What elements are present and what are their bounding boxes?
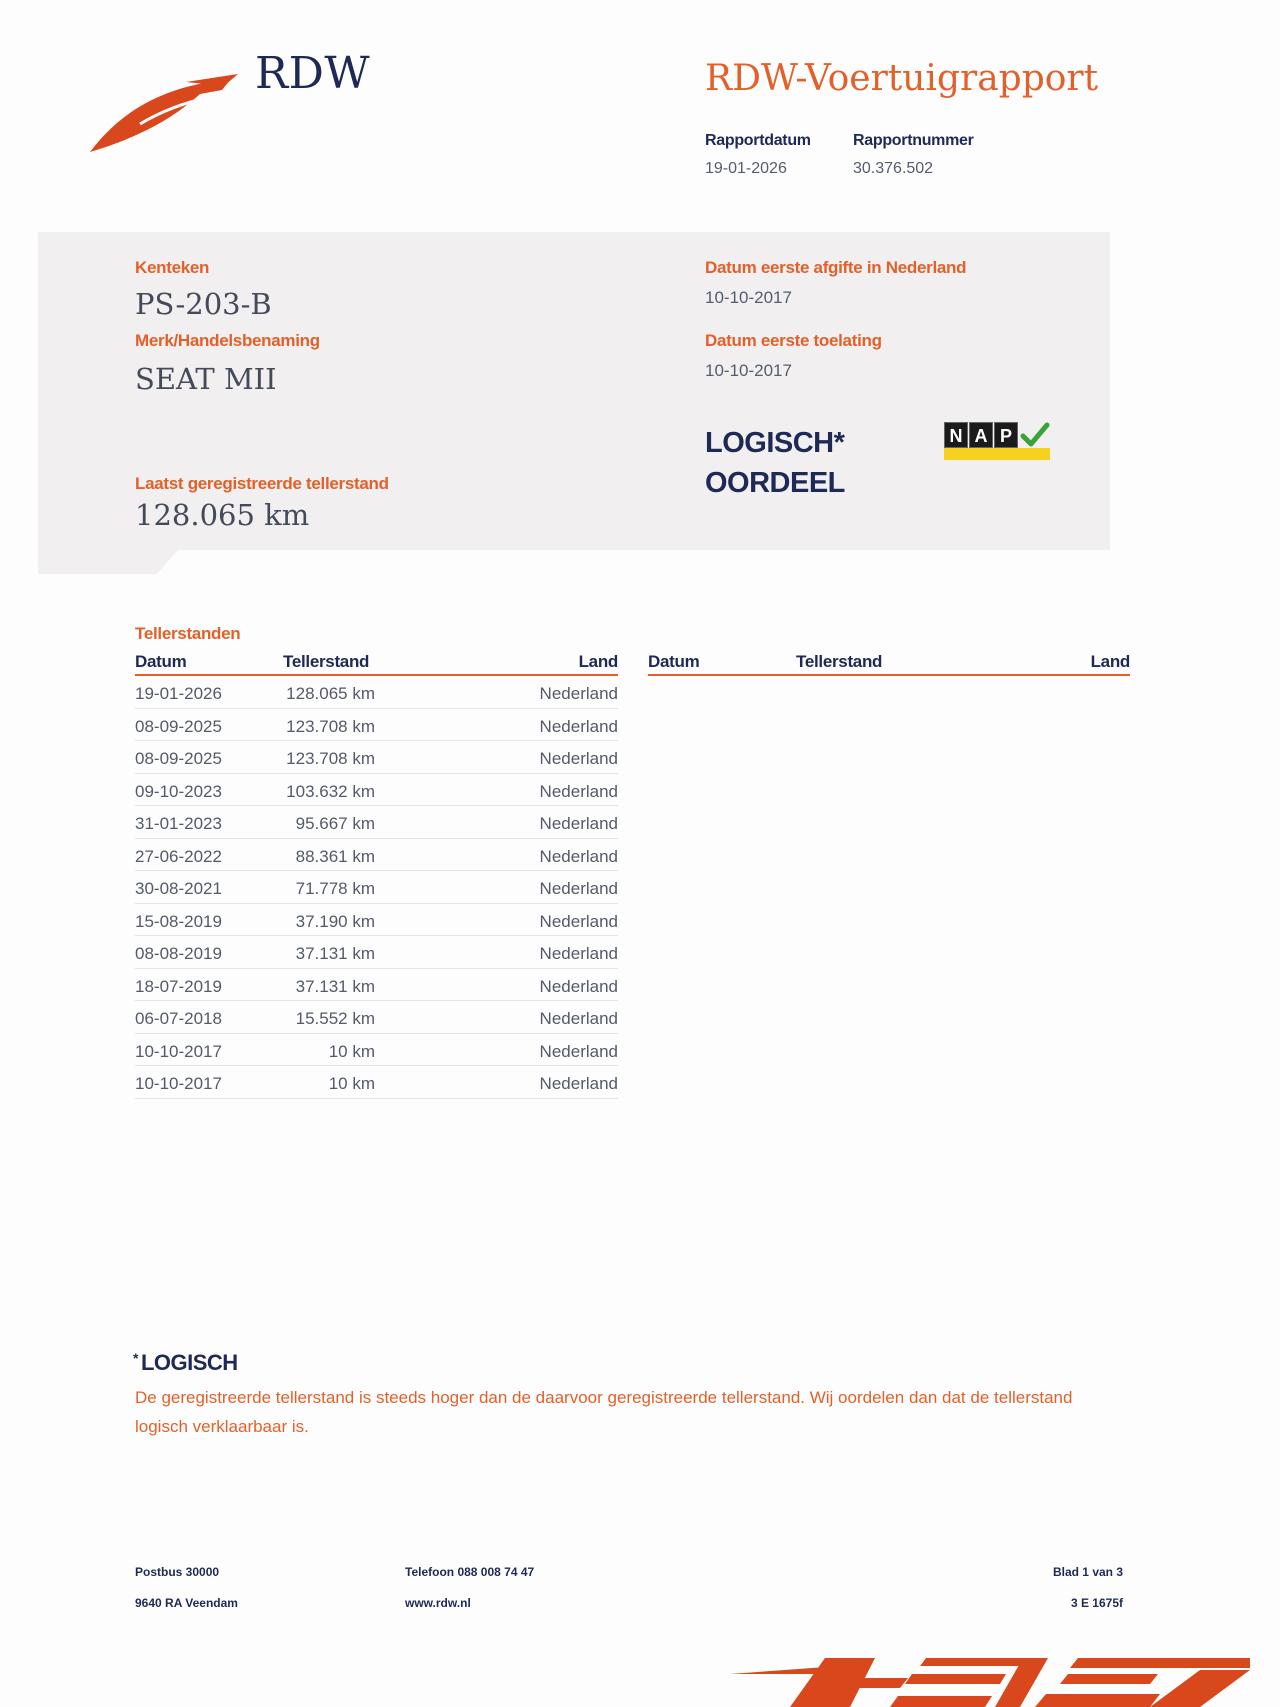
cell-country: Nederland bbox=[539, 1041, 618, 1061]
cell-country: Nederland bbox=[539, 1009, 618, 1028]
cell-date: 08-08-2019 bbox=[135, 944, 222, 963]
table-row bbox=[135, 806, 618, 839]
col-header-country: Land bbox=[1090, 652, 1130, 671]
cell-odometer: 95.667 km bbox=[295, 814, 375, 833]
decorative-stripes bbox=[730, 1658, 1250, 1707]
nap-letter-a: A bbox=[969, 422, 993, 448]
cell-odometer: 88.361 km bbox=[295, 846, 375, 866]
footer-page-number: Blad 1 van 3 bbox=[1052, 1565, 1123, 1579]
note-text: De geregistreerde tellerstand is steeds hoger dan de daarvoor geregistreerde tellerstand. Wij oordelen dan dat de tellerstand logisch verklaarbaar is. bbox=[135, 1388, 1073, 1436]
col-header-date: Datum bbox=[135, 652, 187, 671]
col-header-odometer: Tellerstand bbox=[283, 652, 370, 671]
cell-country: Nederland bbox=[539, 749, 618, 768]
table-header bbox=[135, 650, 618, 676]
cell-country: Nederland bbox=[539, 781, 618, 801]
first-issue-nl-value: 10-10-2017 bbox=[705, 288, 792, 307]
table-row bbox=[135, 1001, 618, 1034]
cell-date: 15-08-2019 bbox=[135, 911, 222, 931]
cell-odometer: 10 km bbox=[328, 1041, 375, 1061]
table-header bbox=[648, 650, 1130, 676]
cell-country: Nederland bbox=[539, 911, 618, 931]
cell-country: Nederland bbox=[539, 944, 618, 963]
plate-value: PS-203-B bbox=[135, 287, 272, 321]
verdict-line-1: LOGISCH* bbox=[705, 427, 845, 459]
rdw-logo bbox=[90, 72, 240, 156]
note-asterisk: * bbox=[133, 1350, 138, 1366]
plate-label: Kenteken bbox=[135, 258, 210, 277]
col-header-odometer: Tellerstand bbox=[796, 652, 883, 671]
make-label: Merk/Handelsbenaming bbox=[135, 331, 320, 350]
verdict-line-2: OORDEEL bbox=[705, 467, 845, 499]
brand-name: RDW bbox=[255, 48, 371, 99]
cell-country: Nederland bbox=[539, 976, 618, 996]
last-odometer-value: 128.065 km bbox=[135, 498, 310, 532]
cell-country: Nederland bbox=[539, 879, 618, 898]
nap-letter-p: P bbox=[994, 422, 1018, 448]
cell-date: 09-10-2023 bbox=[135, 781, 222, 801]
footer-address-line1: Postbus 30000 bbox=[135, 1565, 220, 1579]
cell-odometer: 103.632 km bbox=[286, 781, 375, 801]
cell-odometer: 128.065 km bbox=[286, 684, 375, 703]
cell-date: 06-07-2018 bbox=[135, 1009, 222, 1028]
cell-odometer: 71.778 km bbox=[295, 879, 375, 898]
table-row bbox=[135, 969, 618, 1002]
table-row bbox=[135, 1066, 618, 1099]
table-row bbox=[135, 1034, 618, 1067]
cell-odometer: 37.190 km bbox=[295, 911, 375, 931]
report-date-label: Rapportdatum bbox=[705, 132, 811, 149]
cell-odometer: 15.552 km bbox=[295, 1009, 375, 1028]
cell-country: Nederland bbox=[539, 716, 618, 736]
cell-date: 19-01-2026 bbox=[135, 684, 222, 703]
table-row bbox=[135, 839, 618, 872]
cell-odometer: 123.708 km bbox=[286, 749, 375, 768]
report-title: RDW-Voertuigrapport bbox=[705, 58, 1099, 99]
cell-odometer: 123.708 km bbox=[286, 716, 375, 736]
report-number-value: 30.376.502 bbox=[853, 160, 934, 177]
footer-phone: Telefoon 088 008 74 47 bbox=[405, 1565, 535, 1579]
table-row bbox=[135, 709, 618, 742]
cell-odometer: 37.131 km bbox=[295, 944, 375, 963]
table-row bbox=[135, 904, 618, 937]
cell-country: Nederland bbox=[539, 1074, 618, 1093]
first-admission-value: 10-10-2017 bbox=[705, 361, 792, 380]
odometer-table-left bbox=[135, 650, 618, 1099]
cell-date: 18-07-2019 bbox=[135, 976, 222, 996]
check-icon bbox=[1020, 420, 1050, 450]
report-date-value: 19-01-2026 bbox=[705, 160, 787, 177]
report-date-block bbox=[705, 132, 811, 178]
footer-address-line2: 9640 RA Veendam bbox=[135, 1596, 238, 1610]
cell-date: 08-09-2025 bbox=[135, 716, 222, 736]
table-body bbox=[135, 676, 618, 1099]
cell-country: Nederland bbox=[539, 846, 618, 866]
odometer-table-right bbox=[648, 650, 1130, 676]
col-header-country: Land bbox=[578, 652, 618, 671]
summary-panel-tab bbox=[38, 550, 178, 574]
cell-date: 27-06-2022 bbox=[135, 846, 222, 866]
col-header-date: Datum bbox=[648, 652, 700, 671]
cell-odometer: 10 km bbox=[328, 1074, 375, 1093]
footer-document-code: 3 E 1675f bbox=[1070, 1596, 1123, 1610]
table-row bbox=[135, 741, 618, 774]
cell-date: 31-01-2023 bbox=[135, 814, 222, 833]
make-value: SEAT MII bbox=[135, 362, 277, 396]
nap-letter-n: N bbox=[944, 422, 968, 448]
cell-date: 08-09-2025 bbox=[135, 749, 222, 768]
footer-website[interactable]: www.rdw.nl bbox=[405, 1596, 471, 1610]
table-row bbox=[135, 871, 618, 904]
note-heading bbox=[133, 1350, 238, 1376]
first-admission-label: Datum eerste toelating bbox=[705, 331, 882, 350]
cell-date: 30-08-2021 bbox=[135, 879, 222, 898]
last-odometer-label: Laatst geregistreerde tellerstand bbox=[135, 474, 389, 493]
table-row bbox=[135, 676, 618, 709]
cell-date: 10-10-2017 bbox=[135, 1041, 222, 1061]
odometer-section-title: Tellerstanden bbox=[135, 624, 241, 643]
report-number-block bbox=[853, 132, 974, 178]
note-title: LOGISCH bbox=[140, 1350, 238, 1375]
cell-country: Nederland bbox=[539, 684, 618, 703]
cell-date: 10-10-2017 bbox=[135, 1074, 222, 1093]
nap-logo bbox=[944, 420, 1052, 462]
report-number-label: Rapportnummer bbox=[853, 132, 974, 149]
cell-odometer: 37.131 km bbox=[295, 976, 375, 996]
cell-country: Nederland bbox=[539, 814, 618, 833]
table-row bbox=[135, 936, 618, 969]
first-issue-nl-label: Datum eerste afgifte in Nederland bbox=[705, 258, 967, 277]
table-row bbox=[135, 774, 618, 807]
